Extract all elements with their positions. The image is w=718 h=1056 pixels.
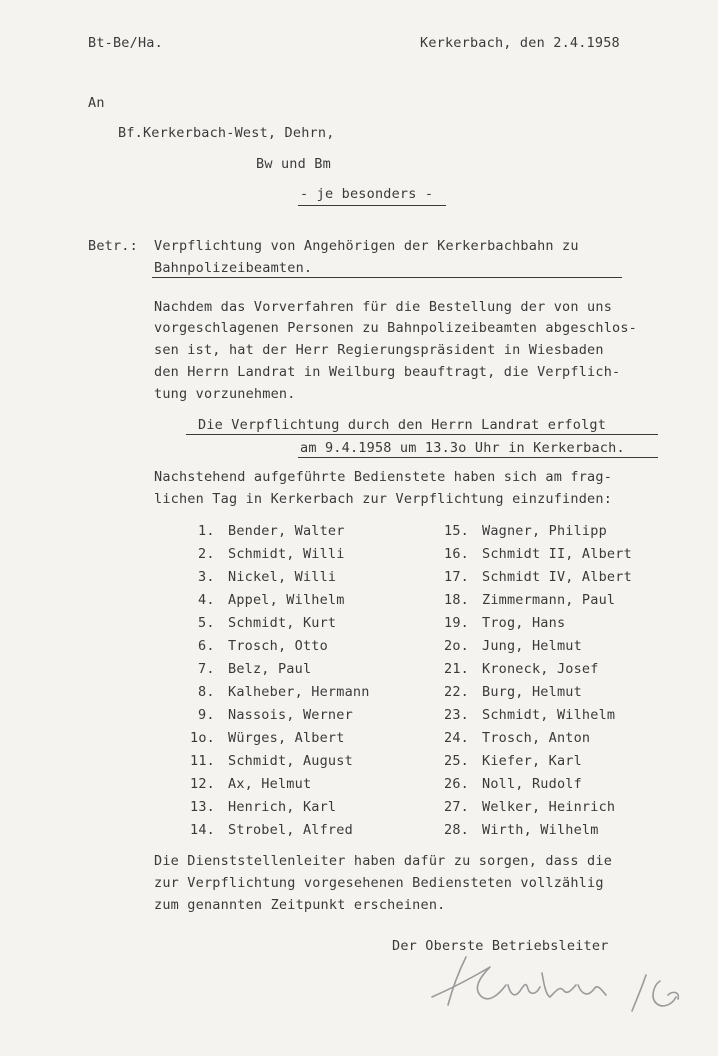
list-item: Henrich, Karl xyxy=(228,799,337,815)
list-item-number: 26. xyxy=(444,776,469,792)
notice-line-1: Die Verpflichtung durch den Herrn Landrat erfolgt xyxy=(198,417,607,433)
list-item: Trosch, Otto xyxy=(228,638,328,654)
list-item-number: 12. xyxy=(190,776,215,792)
list-item-number: 3. xyxy=(198,569,215,585)
list-item-number: 1. xyxy=(198,523,215,539)
list-item: Appel, Wilhelm xyxy=(228,592,345,608)
paragraph-line: tung vorzunehmen. xyxy=(154,386,296,402)
list-item-number: 1o. xyxy=(190,730,215,746)
list-item: Würges, Albert xyxy=(228,730,345,746)
list-item-number: 17. xyxy=(444,569,469,585)
list-item: Nickel, Willi xyxy=(228,569,337,585)
paragraph-line: vorgeschlagenen Personen zu Bahnpolizeibeamten abgeschlos- xyxy=(154,320,638,336)
list-item: Schmidt, Kurt xyxy=(228,615,337,631)
list-item: Kiefer, Karl xyxy=(482,753,582,769)
paragraph-line: lichen Tag in Kerkerbach zur Verpflichtung einzufinden: xyxy=(154,491,613,507)
list-item: Strobel, Alfred xyxy=(228,822,353,838)
list-item-number: 18. xyxy=(444,592,469,608)
list-item-number: 2o. xyxy=(444,638,469,654)
notice-underline-1 xyxy=(186,434,658,435)
list-item: Burg, Helmut xyxy=(482,684,582,700)
list-item-number: 23. xyxy=(444,707,469,723)
list-item: Noll, Rudolf xyxy=(482,776,582,792)
list-item: Kroneck, Josef xyxy=(482,661,599,677)
list-item-number: 6. xyxy=(198,638,215,654)
paragraph-line: den Herrn Landrat in Weilburg beauftragt, die Verpflich- xyxy=(154,364,621,380)
address-line-3: - je besonders - xyxy=(300,186,434,202)
paragraph-line: Die Dienststellenleiter haben dafür zu sorgen, dass die xyxy=(154,853,613,869)
list-item-number: 24. xyxy=(444,730,469,746)
list-item-number: 21. xyxy=(444,661,469,677)
paragraph-line: zur Verpflichtung vorgesehenen Bediensteten vollzählig xyxy=(154,875,604,891)
address-line-2: Bw und Bm xyxy=(256,156,331,172)
list-item-number: 4. xyxy=(198,592,215,608)
list-item: Wagner, Philipp xyxy=(482,523,607,539)
list-item: Bender, Walter xyxy=(228,523,345,539)
notice-line-2: am 9.4.1958 um 13.3o Uhr in Kerkerbach. xyxy=(300,440,625,456)
list-item-number: 25. xyxy=(444,753,469,769)
list-item: Jung, Helmut xyxy=(482,638,582,654)
paragraph-line: Nachstehend aufgeführte Bedienstete haben sich am frag- xyxy=(154,469,613,485)
list-item-number: 8. xyxy=(198,684,215,700)
list-item: Zimmermann, Paul xyxy=(482,592,616,608)
list-item-number: 15. xyxy=(444,523,469,539)
list-item-number: 19. xyxy=(444,615,469,631)
subject-line-1: Verpflichtung von Angehörigen der Kerkerbachbahn zu xyxy=(154,238,579,254)
paragraph-line: zum genannten Zeitpunkt erscheinen. xyxy=(154,897,446,913)
subject-line-2: Bahnpolizeibeamten. xyxy=(154,260,313,276)
list-item-number: 7. xyxy=(198,661,215,677)
list-item-number: 28. xyxy=(444,822,469,838)
list-item: Trosch, Anton xyxy=(482,730,591,746)
list-item-number: 14. xyxy=(190,822,215,838)
paragraph-line: Nachdem das Vorverfahren für die Bestellung der von uns xyxy=(154,299,613,315)
list-item-number: 11. xyxy=(190,753,215,769)
notice-underline-2 xyxy=(298,457,658,458)
list-item-number: 9. xyxy=(198,707,215,723)
reference-code: Bt-Be/Ha. xyxy=(88,35,163,51)
subject-label: Betr.: xyxy=(88,238,138,254)
list-item: Trog, Hans xyxy=(482,615,566,631)
list-item: Welker, Heinrich xyxy=(482,799,616,815)
address-underline xyxy=(298,205,446,206)
list-item-number: 2. xyxy=(198,546,215,562)
signature-title: Der Oberste Betriebsleiter xyxy=(392,938,609,954)
list-item-number: 16. xyxy=(444,546,469,562)
list-item-number: 13. xyxy=(190,799,215,815)
subject-underline xyxy=(152,277,622,278)
list-item: Schmidt, Wilhelm xyxy=(482,707,616,723)
list-item: Nassois, Werner xyxy=(228,707,353,723)
list-item: Schmidt IV, Albert xyxy=(482,569,632,585)
address-to: An xyxy=(88,95,105,111)
address-line-1: Bf.Kerkerbach-West, Dehrn, xyxy=(118,125,335,141)
list-item: Belz, Paul xyxy=(228,661,312,677)
handwritten-signature xyxy=(410,945,710,1015)
list-item-number: 22. xyxy=(444,684,469,700)
list-item-number: 27. xyxy=(444,799,469,815)
place-date: Kerkerbach, den 2.4.1958 xyxy=(420,35,620,51)
list-item: Schmidt, August xyxy=(228,753,353,769)
list-item-number: 5. xyxy=(198,615,215,631)
list-item: Schmidt II, Albert xyxy=(482,546,632,562)
paragraph-line: sen ist, hat der Herr Regierungspräsident in Wiesbaden xyxy=(154,342,604,358)
list-item: Ax, Helmut xyxy=(228,776,312,792)
list-item: Kalheber, Hermann xyxy=(228,684,370,700)
list-item: Wirth, Wilhelm xyxy=(482,822,599,838)
list-item: Schmidt, Willi xyxy=(228,546,345,562)
